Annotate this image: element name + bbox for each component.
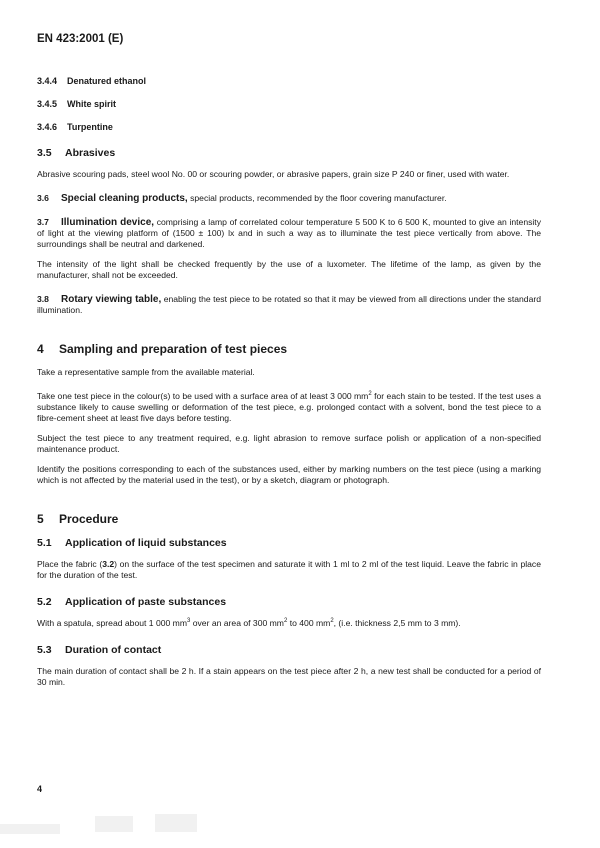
heading-3-4-5 <box>37 99 541 109</box>
paragraph-positions: Identify the positions corresponding to each of the substances used, either by marking numbers on the test piece (using a marking which is not affected by the material used in the test), or by a sketch, diagram or photograph. <box>37 464 541 485</box>
paragraph-3-8 <box>37 294 541 316</box>
section-number: 5.2 <box>37 596 52 608</box>
text-fragment: Take one test piece in the colour(s) to be used with a surface area of at least 3 000 mm <box>37 391 369 401</box>
paragraph-abrasives: Abrasive scouring pads, steel wool No. 00 or scouring powder, or abrasive papers, grain size P 240 or finer, used with water. <box>37 169 510 179</box>
section-text: comprising a lamp of correlated colour temperature 5 500 K to 6 500 K, mounted to give an intensity of light at the viewing platform of (1500 ± 100) lx and in such a way as to illuminate the test piece vertically from above. The surroundings shall be neutral and darkened. <box>37 217 541 249</box>
scan-artifact <box>155 814 197 832</box>
section-title: Abrasives <box>65 147 116 159</box>
section-number: 5 <box>37 512 44 526</box>
section-title: Illumination device, <box>61 217 155 228</box>
section-number: 3.4.5 <box>37 99 58 109</box>
section-number: 3.7 <box>37 217 49 227</box>
document-identifier: EN 423:2001 (E) <box>37 33 124 45</box>
text-fragment: ) on the surface of the test specimen and saturate it with 1 ml to 2 ml of the test liquid. Leave the fabric in place for the duration of the test. <box>37 559 541 580</box>
paragraph-3-6 <box>37 193 541 204</box>
cross-reference: 3.2 <box>102 559 115 569</box>
section-title: Turpentine <box>67 122 113 132</box>
paragraph-treatment: Subject the test piece to any treatment required, e.g. light abrasion to remove surface polish or application of a non-specified maintenance product. <box>37 433 541 454</box>
section-title: Application of liquid substances <box>65 537 227 549</box>
section-title: White spirit <box>67 99 116 109</box>
paragraph-liquid <box>37 559 541 581</box>
page-number: 4 <box>37 784 43 794</box>
heading-3-5 <box>37 147 541 159</box>
text-fragment: , (i.e. thickness 2,5 mm to 3 mm). <box>333 618 461 628</box>
text-fragment: for each stain to be tested. If the test uses a substance likely to cause swelling or deformation of the test piece, e.g. prolonged contact with a solvent, bond the test piece to a fibre-cement sheet at least five days before testing. <box>37 391 541 423</box>
text-fragment: With a spatula, spread about 1 000 mm <box>37 618 187 628</box>
heading-5 <box>37 512 541 526</box>
page-content <box>37 76 541 697</box>
paragraph-paste <box>37 618 541 629</box>
section-number: 3.8 <box>37 294 49 304</box>
paragraph-sample: Take a representative sample from the available material. <box>37 367 255 377</box>
scan-artifact <box>95 816 133 832</box>
section-title: Sampling and preparation of test pieces <box>59 342 288 356</box>
paragraph-luxometer: The intensity of the light shall be checked frequently by the use of a luxometer. The lifetime of the lamp, as given by the manufacturer, shall not be exceeded. <box>37 259 541 280</box>
heading-5-1 <box>37 537 541 549</box>
section-title: Duration of contact <box>65 644 162 656</box>
paragraph-3-7 <box>37 217 541 250</box>
section-number: 3.5 <box>37 147 52 159</box>
heading-4 <box>37 342 541 356</box>
section-number: 3.4.4 <box>37 76 58 86</box>
superscript: 2 <box>368 391 372 398</box>
heading-5-2 <box>37 596 541 608</box>
section-title: Procedure <box>59 512 119 526</box>
section-number: 5.3 <box>37 644 52 656</box>
section-title: Application of paste substances <box>65 596 227 608</box>
section-number: 5.1 <box>37 537 52 549</box>
section-title: Rotary viewing table, <box>61 294 162 305</box>
superscript: 3 <box>187 618 191 625</box>
text-fragment: to 400 mm <box>287 618 331 628</box>
section-text: enabling the test piece to be rotated so that it may be viewed from all directions under the standard illumination. <box>37 294 541 315</box>
section-text: special products, recommended by the floor covering manufacturer. <box>187 193 447 203</box>
heading-5-3 <box>37 644 541 656</box>
text-fragment: Place the fabric ( <box>37 559 103 569</box>
section-number: 4 <box>37 342 44 356</box>
heading-3-4-6 <box>37 122 541 132</box>
paragraph-duration: The main duration of contact shall be 2 h. If a stain appears on the test piece after 2 h, a new test shall be conducted for a period of 30 min. <box>37 666 541 687</box>
text-fragment: over an area of 300 mm <box>190 618 284 628</box>
heading-3-4-4 <box>37 76 541 86</box>
superscript: 2 <box>330 618 334 625</box>
section-title: Denatured ethanol <box>67 76 147 86</box>
scan-artifact <box>0 824 60 834</box>
section-title: Special cleaning products, <box>61 193 188 204</box>
paragraph-test-piece <box>37 391 541 424</box>
section-number: 3.4.6 <box>37 122 58 132</box>
section-number: 3.6 <box>37 193 49 203</box>
superscript: 2 <box>283 618 288 625</box>
